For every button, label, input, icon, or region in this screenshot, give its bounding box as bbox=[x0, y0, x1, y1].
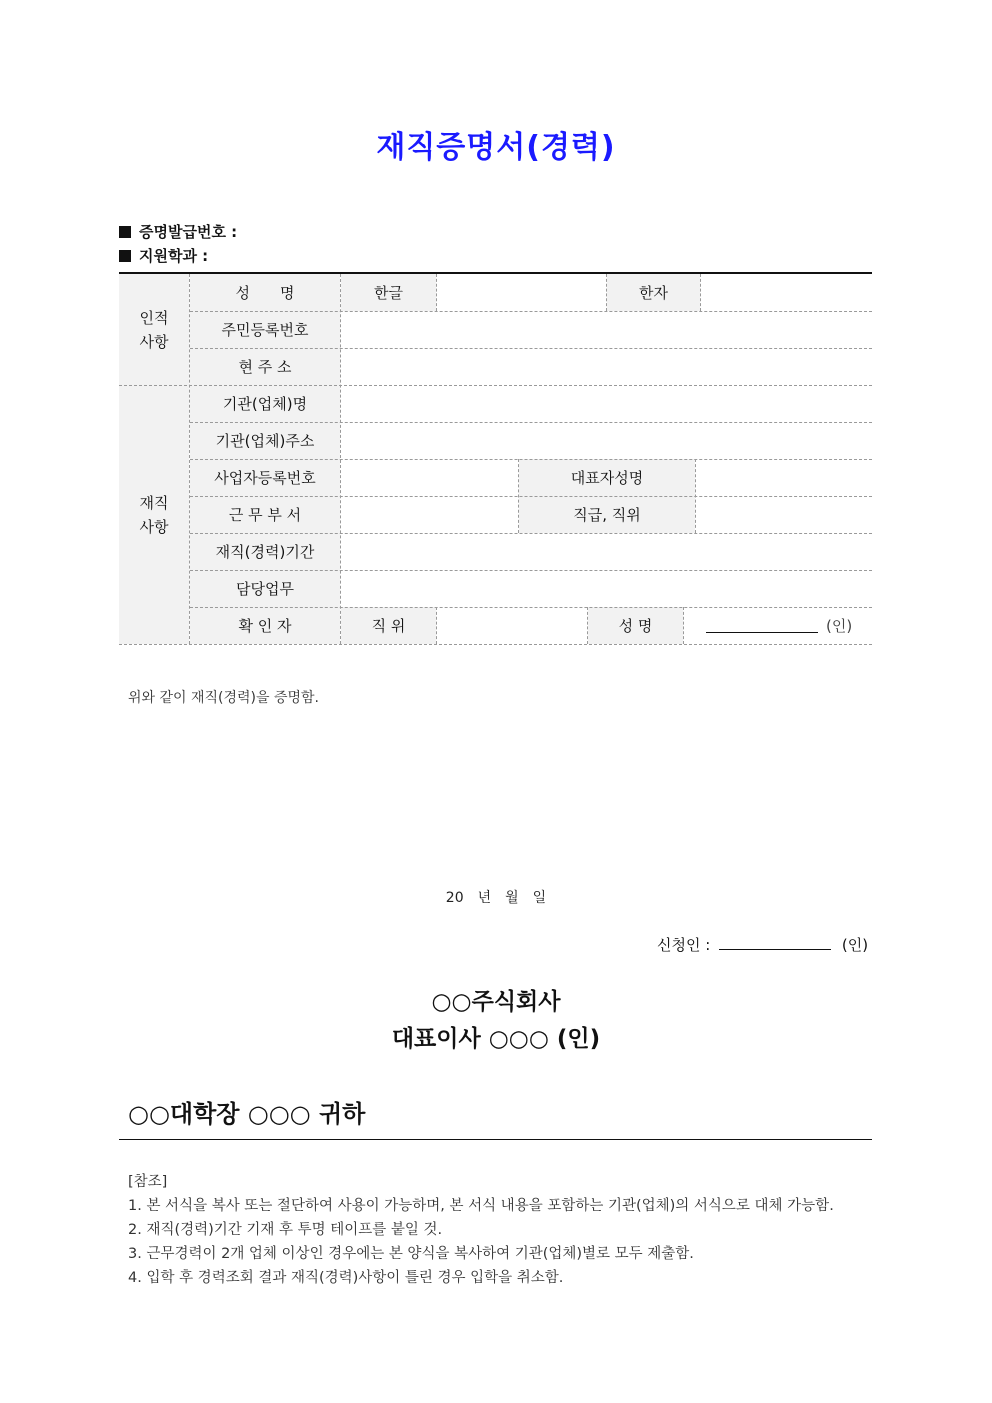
note-item: 2. 재직(경력)기간 기재 후 투명 테이프를 붙일 것. bbox=[128, 1222, 443, 1238]
column-divider bbox=[700, 274, 701, 311]
date-line: 20 년 월 일 bbox=[445, 890, 547, 906]
name-label: 성 명 bbox=[190, 274, 340, 311]
address-label: 현 주 소 bbox=[190, 348, 340, 385]
recipient: ○○대학장 ○○○ 귀하 bbox=[128, 1100, 366, 1128]
column-divider bbox=[587, 607, 588, 644]
org-name-label: 기관(업체)명 bbox=[190, 385, 340, 422]
issue-number-label: 증명발급번호 : bbox=[139, 223, 238, 241]
row-divider bbox=[190, 607, 872, 608]
ceo-name-field[interactable] bbox=[696, 459, 872, 496]
square-bullet-icon bbox=[119, 250, 131, 262]
hanja-name-label: 한자 bbox=[607, 274, 700, 311]
business-number-field[interactable] bbox=[341, 459, 518, 496]
notes-section bbox=[128, 1170, 873, 1290]
business-number-label: 사업자등록번호 bbox=[190, 459, 340, 496]
verifier-name-label: 성 명 bbox=[588, 607, 683, 644]
table-bottom-border bbox=[119, 644, 872, 645]
column-divider bbox=[189, 274, 190, 644]
column-divider bbox=[518, 459, 519, 533]
column-divider bbox=[683, 607, 684, 644]
certificate-form-table bbox=[119, 272, 872, 645]
row-divider bbox=[190, 496, 872, 497]
duty-label: 담당업무 bbox=[190, 570, 340, 607]
verifier-signature-field[interactable] bbox=[684, 607, 872, 644]
issue-number-row bbox=[119, 221, 237, 242]
address-field[interactable] bbox=[341, 348, 872, 385]
row-divider bbox=[190, 348, 872, 349]
column-divider bbox=[436, 607, 437, 644]
hanja-name-field[interactable] bbox=[701, 274, 872, 311]
column-divider bbox=[606, 274, 607, 311]
row-divider bbox=[190, 570, 872, 571]
recipient-underline bbox=[119, 1139, 872, 1140]
document-title: 재직증명서(경력) bbox=[376, 130, 616, 165]
company-name: ○○주식회사 bbox=[431, 989, 561, 1015]
note-item: 4. 입학 후 경력조회 결과 재직(경력)사항이 틀린 경우 입학을 취소함. bbox=[128, 1270, 564, 1286]
row-divider bbox=[190, 422, 872, 423]
section-divider bbox=[119, 385, 872, 386]
table-grid bbox=[119, 274, 872, 645]
verifier-position-label: 직 위 bbox=[341, 607, 436, 644]
column-divider bbox=[340, 274, 341, 644]
company-ceo: 대표이사 ○○○ (인) bbox=[391, 1026, 601, 1052]
column-divider bbox=[436, 274, 437, 311]
resident-number-label: 주민등록번호 bbox=[190, 311, 340, 348]
certification-statement: 위와 같이 재직(경력)을 증명함. bbox=[128, 690, 320, 706]
work-department-field[interactable] bbox=[341, 496, 518, 533]
row-divider bbox=[190, 459, 872, 460]
applicant-signature-row bbox=[657, 934, 868, 955]
korean-name-field[interactable] bbox=[437, 274, 606, 311]
signature-line bbox=[706, 618, 818, 633]
org-name-field[interactable] bbox=[341, 385, 872, 422]
column-divider bbox=[695, 459, 696, 533]
note-item: 1. 본 서식을 복사 또는 절단하여 사용이 가능하며, 본 서식 내용을 포함하는 기관(업체)의 서식으로 대체 가능함. bbox=[128, 1198, 834, 1214]
rank-label: 직급, 직위 bbox=[519, 496, 695, 533]
org-address-label: 기관(업체)주소 bbox=[190, 422, 340, 459]
notes-heading: [참조] bbox=[128, 1174, 168, 1190]
korean-name-label: 한글 bbox=[341, 274, 436, 311]
work-department-label: 근 무 부 서 bbox=[190, 496, 340, 533]
resident-number-field[interactable] bbox=[341, 311, 872, 348]
row-divider bbox=[190, 311, 872, 312]
rank-field[interactable] bbox=[696, 496, 872, 533]
note-item: 3. 근무경력이 2개 업체 이상인 경우에는 본 양식을 복사하여 기관(업체)별로 모두 제출함. bbox=[128, 1246, 694, 1262]
applicant-seal-mark: (인) bbox=[841, 936, 869, 954]
personal-section-label: 인적 사항 bbox=[119, 274, 189, 385]
verifier-position-field[interactable] bbox=[437, 607, 587, 644]
employment-period-field[interactable] bbox=[341, 533, 872, 570]
verifier-label: 확 인 자 bbox=[190, 607, 340, 644]
department-label: 지원학과 : bbox=[139, 247, 209, 265]
applicant-signature-line[interactable] bbox=[719, 934, 831, 950]
verifier-seal-mark: (인) bbox=[826, 616, 853, 635]
applicant-label: 신청인 : bbox=[657, 936, 711, 954]
row-divider bbox=[190, 533, 872, 534]
org-address-field[interactable] bbox=[341, 422, 872, 459]
employment-section-label: 재직 사항 bbox=[119, 385, 189, 644]
department-row bbox=[119, 245, 208, 266]
duty-field[interactable] bbox=[341, 570, 872, 607]
ceo-name-label: 대표자성명 bbox=[519, 459, 695, 496]
employment-period-label: 재직(경력)기간 bbox=[190, 533, 340, 570]
square-bullet-icon bbox=[119, 226, 131, 238]
